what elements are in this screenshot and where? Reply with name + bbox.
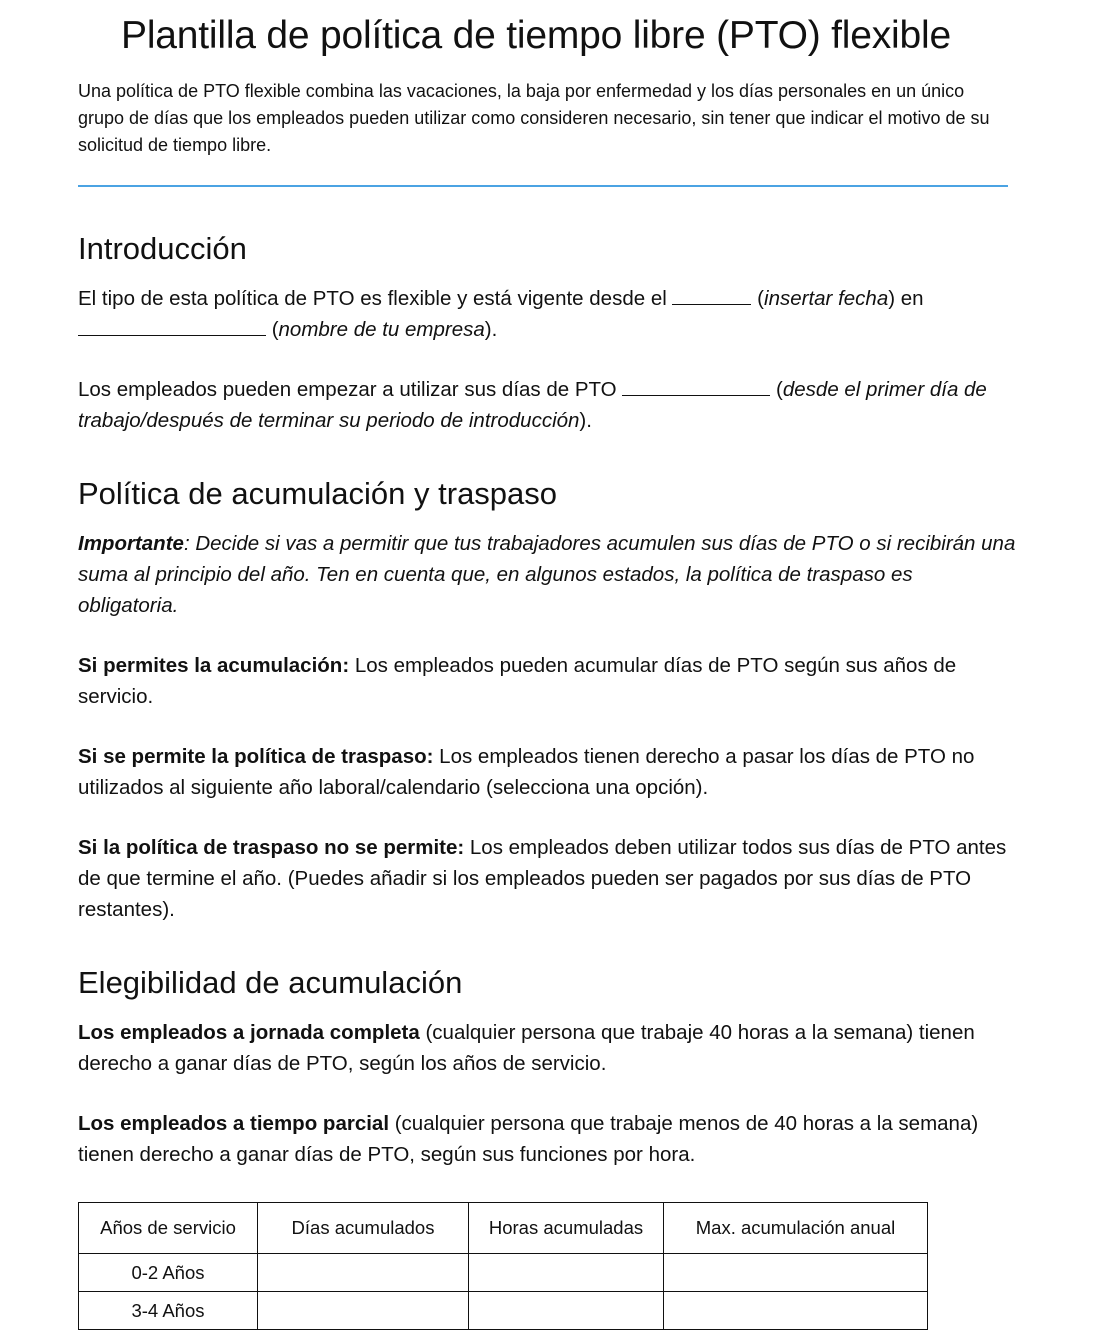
table-cell[interactable] [258,1254,469,1292]
hint-inicio: desde el primer día de trabajo/después de terminar su periodo de introducción [78,378,987,432]
paragraph-no-traspaso [78,832,1018,925]
hint-insertar-fecha: insertar fecha [764,287,889,310]
table-cell[interactable] [469,1254,664,1292]
table-cell: 0-2 Años [79,1254,258,1292]
text-jornada-completa: (cualquier persona que trabaje 40 horas a la semana) tienen derecho a ganar días de PTO, según los años de servicio. [78,1021,975,1075]
table-cell[interactable] [664,1254,928,1292]
table-cell[interactable] [258,1292,469,1330]
heading-elegibilidad: Elegibilidad de acumulación [78,965,463,1000]
paragraph-fecha-empresa: El tipo de esta política de PTO es flexible y está vigente desde el (insertar fecha) en (nombre de tu empresa). [78,287,924,341]
table-cell[interactable] [664,1292,928,1330]
column-header: Días acumulados [258,1203,469,1254]
label-importante: Importante [78,532,184,555]
column-header: Años de servicio [79,1203,258,1254]
paragraph-importante [78,528,1018,621]
label-jornada-completa: Los empleados a jornada completa [78,1021,420,1044]
column-header: Horas acumuladas [469,1203,664,1254]
text-no-traspaso: Los empleados deben utilizar todos sus días de PTO antes de que termine el año. (Puedes añadir si los empleados pueden ser pagados por sus días de PTO restantes). [78,836,1007,921]
table-cell[interactable] [469,1292,664,1330]
text-traspaso: Los empleados tienen derecho a pasar los días de PTO no utilizados al siguiente año laboral/calendario (selecciona una opción). [78,745,975,799]
text-fragment: en [895,287,924,310]
table-row [79,1292,928,1330]
blank-date-line [672,286,751,305]
column-header: Max. acumulación anual [664,1203,928,1254]
document-page [78,0,1018,1330]
paragraph-traspaso [78,741,1018,803]
label-traspaso: Si se permite la política de traspaso: [78,745,434,768]
heading-acumulacion-traspaso: Política de acumulación y traspaso [78,476,558,511]
label-no-traspaso: Si la política de traspaso no se permite: [78,836,465,859]
table-header-row [79,1203,928,1254]
heading-introduccion: Introducción [78,231,247,266]
blank-company-line [78,317,266,336]
text-acumulacion: Los empleados pueden acumular días de PTO según sus años de servicio. [78,654,957,708]
table-cell: 3-4 Años [79,1292,258,1330]
divider-line [78,185,1008,187]
text-fragment: Los empleados pueden empezar a utilizar sus días de PTO [78,378,623,401]
text-fragment: El tipo de esta política de PTO es flexible y está vigente desde el [78,287,673,310]
label-acumulacion: Si permites la acumulación: [78,654,350,677]
table-row [79,1254,928,1292]
paragraph-jornada-completa [78,1017,1018,1079]
paragraph-tiempo-parcial [78,1108,1018,1170]
label-tiempo-parcial: Los empleados a tiempo parcial [78,1112,390,1135]
years-of-service-table [78,1202,928,1330]
text-tiempo-parcial: (cualquier persona que trabaje menos de 40 horas a la semana) tienen derecho a ganar días de PTO, según sus funciones por hora. [78,1112,979,1166]
paragraph-acumulacion [78,650,1018,712]
hint-nombre-empresa: nombre de tu empresa [278,318,485,341]
text-importante: : Decide si vas a permitir que tus trabajadores acumulen sus días de PTO o si recibirán una suma al principio del año. Ten en cuenta que, en algunos estados, la política de traspaso es obligatoria. [78,532,1016,617]
intro-paragraph: Una política de PTO flexible combina las vacaciones, la baja por enfermedad y los días personales en un único grupo de días que los empleados pueden utilizar como consideren necesario, sin tener que indicar el motivo de su solicitud de tiempo libre. [78,81,990,155]
blank-start-line [622,377,770,396]
document-title: Plantilla de política de tiempo libre (PTO) flexible [121,14,951,57]
paragraph-inicio-pto: Los empleados pueden empezar a utilizar sus días de PTO (desde el primer día de trabajo/después de terminar su periodo de introducción). [78,378,987,432]
